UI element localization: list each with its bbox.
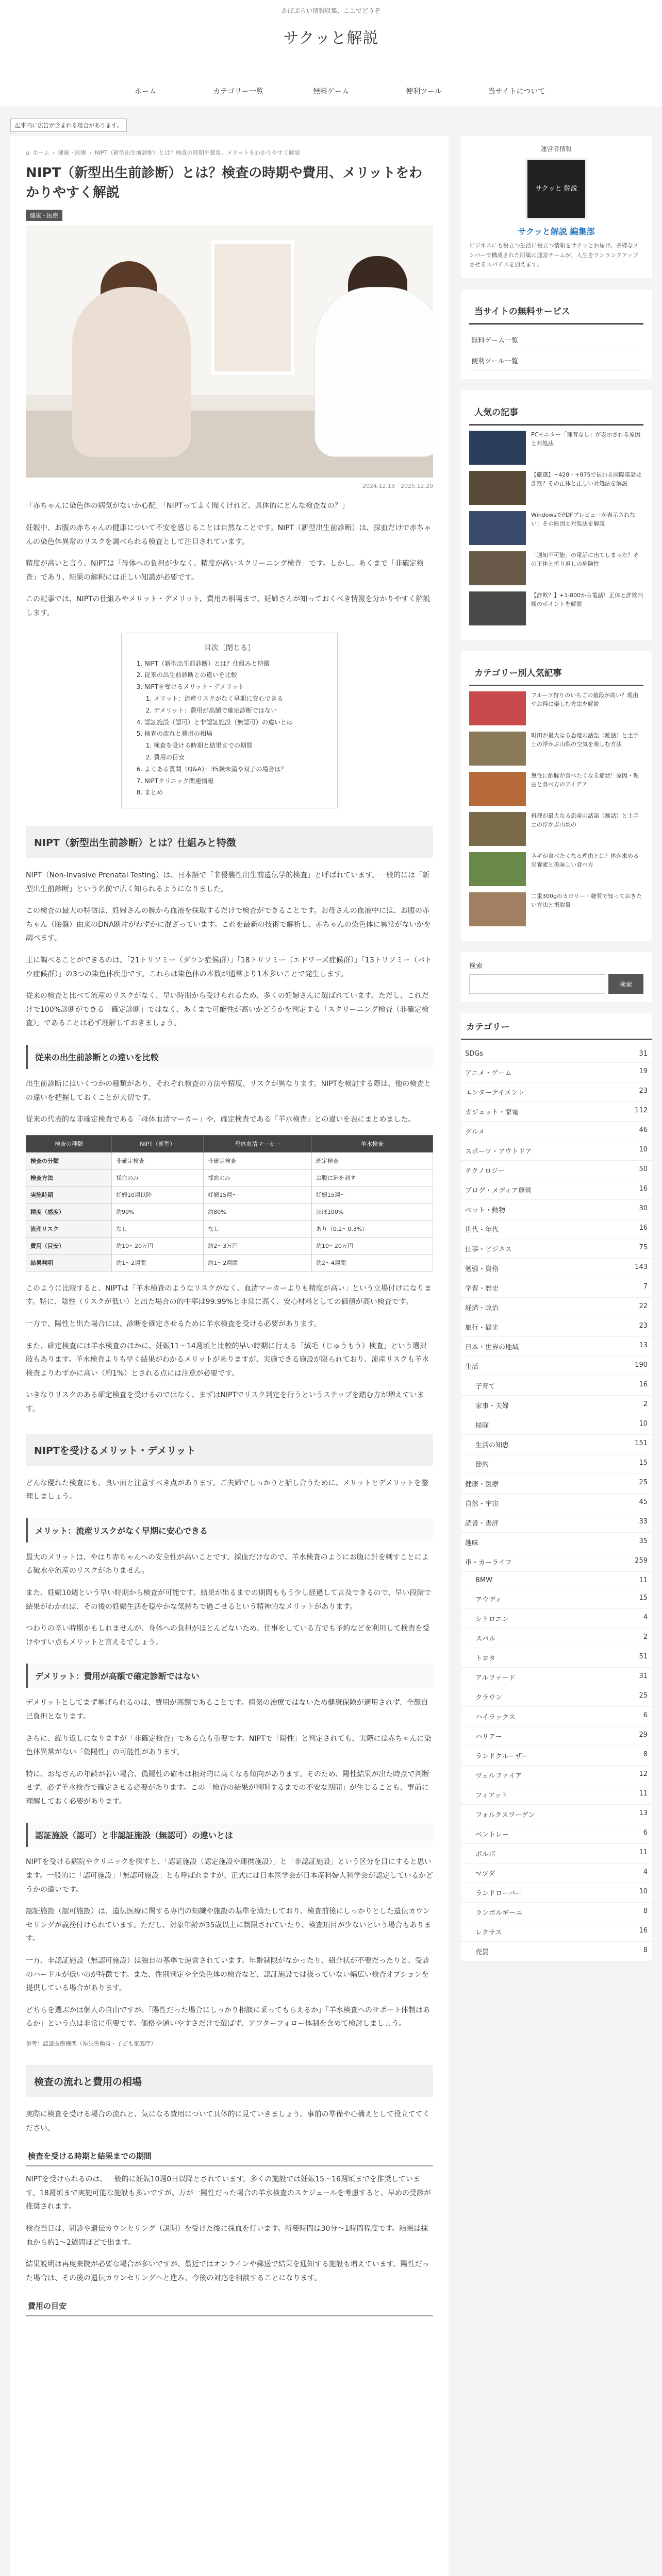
category-item[interactable]: 仕事・ビジネス 75 — [461, 1239, 652, 1259]
breadcrumb-current: NIPT（新型出生前診断）とは？検査の時期や費用、メリットをわかりやすく解説 — [94, 149, 301, 156]
nav-tools[interactable]: 便利ツール — [406, 88, 442, 96]
category-item[interactable]: スバル 2 — [461, 1629, 652, 1648]
table-row: 結果判明 約1〜2週間 約1〜2週間 約2〜4週間 — [26, 1254, 433, 1271]
body-paragraph: いきなりリスクのある確定検査を受けるのではなく、まずはNIPTでリスク判定を行うというステップを踏む方が増えています。 — [26, 1391, 424, 1413]
popular-item[interactable]: フルーツ狩りのいちごの値段が高い？理由やお得に楽しむ方法を解説 — [469, 691, 643, 725]
category-widget — [461, 1013, 652, 1961]
toc-item[interactable]: 5. 検査の流れと費用の相場 1. 検査を受ける時期と結果までの期間 2. 費用の目安 — [144, 728, 324, 763]
site-title[interactable]: サクッと解説 — [283, 29, 379, 47]
table-row: 検査方法 採血のみ 採血のみ お腹に針を刺す — [26, 1169, 433, 1186]
hero-image — [26, 225, 433, 478]
category-item[interactable]: フィアット 11 — [461, 1785, 652, 1805]
body-paragraph: また、確定検査には羊水検査のほかに、妊娠11〜14週頃と比較的早い時期に行える「絨毛（じゅうもう）検査」という選択肢もあります。羊水検査よりも早く結果がわかるメリットがありますが、実施できる施設が限られており、流産リスクも羊水検査よりわずかに高い（約1%）とされる点には注意が必要です。 — [26, 1342, 429, 1378]
intro-paragraph: 「赤ちゃんに染色体の病気がないか心配」「NIPTってよく聞くけれど、具体的にどんな検査なの？」 — [26, 502, 349, 511]
toc-item[interactable]: 2. デメリット：費用が高額で確定診断ではない — [154, 705, 324, 717]
toc-item[interactable]: 6. よくある質問（Q&A）：35歳未満や双子の場合は？ — [144, 764, 324, 775]
category-item[interactable]: レクサス 16 — [461, 1922, 652, 1942]
category-item[interactable]: クラウン 25 — [461, 1687, 652, 1707]
category-item[interactable]: 経済・政治 22 — [461, 1298, 652, 1317]
toc-item[interactable]: 1. メリット：流産リスクがなく早期に安心できる — [154, 693, 324, 705]
toc-item[interactable]: 2. 費用の目安 — [154, 752, 324, 764]
category-item[interactable]: ブログ・メディア運営 16 — [461, 1180, 652, 1200]
article-title: NIPT（新型出生前診断）とは？検査の時期や費用、メリットをわかりやすく解説 — [26, 165, 423, 200]
section-heading: 検査の流れと費用の相場 — [26, 2065, 433, 2097]
nav-home[interactable]: ホーム — [135, 88, 156, 96]
widget-heading: カテゴリー別人気記事 — [469, 659, 643, 686]
nav-free-games[interactable]: 無料ゲーム — [313, 88, 349, 96]
breadcrumb-separator-icon: › — [52, 149, 55, 156]
toc-item[interactable]: 1. NIPT（新型出生前診断）とは？仕組みと特徴 — [144, 658, 324, 670]
category-item[interactable]: シトロエン 4 — [461, 1609, 652, 1629]
thumbnail — [469, 892, 526, 926]
toc-item[interactable]: 8. まとめ — [144, 787, 324, 799]
subsection-heading: 認証施設（認可）と非認証施設（無認可）の違いとは — [26, 1823, 433, 1847]
breadcrumb — [26, 148, 433, 157]
category-item[interactable]: 売買 8 — [461, 1942, 652, 1961]
global-nav — [0, 76, 662, 107]
table-row: 費用（目安） 約10〜20万円 約2〜3万円 約10〜20万円 — [26, 1237, 433, 1254]
category-item[interactable]: グルメ 46 — [461, 1122, 652, 1141]
body-paragraph: デメリットとしてまず挙げられるのは、費用が高額であることです。病気の治療ではないため健康保険が適用されず、全額自己負担となります。 — [26, 1699, 428, 1721]
category-item[interactable]: ランボルギーニ 8 — [461, 1903, 652, 1922]
subsection-heading: メリット：流産リスクがなく早期に安心できる — [26, 1518, 433, 1543]
article-main — [10, 136, 449, 2576]
body-paragraph: また、妊娠10週という早い時期から検査が可能です。結果が出るまでの期間ももう少し経過して言及できるので、早い段階で結果がわかれば、その後の妊娠生活を穏やかな気持ちで過ごせるという精神的なメリットがあります。 — [26, 1588, 432, 1611]
category-item[interactable]: アウディ 15 — [461, 1589, 652, 1609]
category-item[interactable]: ランドローバー 10 — [461, 1883, 652, 1903]
category-item[interactable]: 読書・書評 33 — [461, 1513, 652, 1533]
category-badge[interactable]: 健康・医療 — [26, 210, 62, 221]
body-paragraph: つわりの辛い時期かもしれませんが、身体への負担がほとんどないため、仕事をしている方でも予約などを利用して検査を受けやすい点もメリットと言えるでしょう。 — [26, 1624, 430, 1647]
table-header: 検査の種類 — [26, 1135, 112, 1152]
profile-avatar: サクッと 解説 — [525, 158, 587, 220]
reference-link[interactable]: 参考：認証医療機関（厚生労働省・子ども家庭庁） — [26, 2040, 156, 2047]
profile-name[interactable]: サクッと解説 編集部 — [518, 227, 595, 236]
popular-item[interactable]: ネギが食べたくなる理由とは？体が求める栄養素と美味しい食べ方 — [469, 852, 643, 886]
body-paragraph: 最大のメリットは、やはり赤ちゃんへの安全性が高いことです。採血だけなので、羊水検査のようにお腹に針を刺すことによる破水や流産のリスクがありません。 — [26, 1553, 429, 1575]
category-item[interactable]: フォルクスワーゲン 13 — [461, 1805, 652, 1824]
body-paragraph: 結果説明は再度来院が必要な場合が多いですが、最近ではオンラインや郵送で結果を通知する施設も増えています。陽性だった場合は、その後の遺伝カウンセリングへと進み、今後の対応を相談することになります。 — [26, 2260, 429, 2282]
toc-item[interactable]: 4. 認証施設（認可）と非認証施設（無認可）の違いとは — [144, 717, 324, 728]
body-paragraph: 従来の代表的な非確定検査である「母体血清マーカー」や、確定検査である「羊水検査」との違いを表にまとめました。 — [26, 1115, 416, 1124]
category-item[interactable]: トヨタ 51 — [461, 1648, 652, 1668]
category-item[interactable]: BMW 11 — [461, 1572, 652, 1589]
body-paragraph: 出生前診断にはいくつかの種類があり、それぞれ検査の方法や精度、リスクが異なります。NIPTを検討する際は、他の検査との違いを把握しておくことが大切です。 — [26, 1080, 432, 1102]
search-label: 検索 — [469, 962, 483, 971]
intro-paragraph: この記事では、NIPTの仕組みやメリット・デメリット、費用の相場まで、妊婦さんが知っておくべき情報を分かりやすく解説します。 — [26, 595, 431, 617]
thumbnail — [469, 852, 526, 886]
search-widget — [461, 952, 652, 1002]
ad-notice: 記事内に広告が含まれる場合があります。 — [10, 118, 127, 132]
widget-heading: 人気の記事 — [469, 399, 643, 426]
table-row: 精度（感度） 約99% 約80% ほぼ100% — [26, 1203, 433, 1220]
toc-item[interactable]: 1. 検査を受ける時期と結果までの期間 — [154, 740, 324, 752]
body-paragraph: NIPT（Non-Invasive Prenatal Testing）は、日本語で「非侵襲性出生前遺伝学的検査」と呼ばれています。一般的には「新型出生前診断」という名前で広く知られるようになりました。 — [26, 871, 430, 893]
body-paragraph: 認証施設（認可施設）は、遺伝医療に関する専門の知識や施設の基準を満たしており、検査前後にしっかりとした遺伝カウンセリングが義務付けられています。ただし、対象年齢が35歳以上に制限されていたり、検査項目が少ないという場合もあります。 — [26, 1907, 432, 1943]
body-paragraph: NIPTを受ける病院やクリニックを探すと、「認証施設（認定施設や連携施設）」と「非認証施設」という区分を目にすると思います。一般的に「認可施設」「無認可施設」とも呼ばれますが、正式には日本医学会が日本産科婦人科学会が認定しているかどうかの違いです。 — [26, 1858, 433, 1894]
category-item[interactable]: 子育て 16 — [461, 1376, 652, 1396]
breadcrumb-home[interactable]: ホーム — [32, 149, 49, 156]
toc-title[interactable]: 目次［閉じる］ — [204, 643, 255, 652]
popular-widget — [461, 391, 652, 640]
subsection-heading: 従来の出生前診断との違いを比較 — [26, 1045, 433, 1069]
category-item[interactable]: アルファード 31 — [461, 1668, 652, 1687]
post-dates: 2024.12.13 2025.12.20 — [362, 483, 433, 490]
search-button[interactable]: 検索 — [608, 974, 643, 994]
body-paragraph: さらに、繰り返しになりますが「非確定検査」である点も重要です。NIPTで「陽性」と判定されても、実際には赤ちゃんに染色体異常がない「偽陽性」の可能性があります。 — [26, 1734, 432, 1757]
category-item[interactable]: 旅行・観光 23 — [461, 1317, 652, 1337]
category-item[interactable]: 世代・年代 16 — [461, 1219, 652, 1239]
body-paragraph: 検査当日は、問診や遺伝カウンセリング（説明）を受けた後に採血を行います。所要時間は30分〜1時間程度です。結果は採血から約1〜2週間ほどで出ます。 — [26, 2224, 428, 2247]
popular-item[interactable]: 【厳選】+428・+875で伝わる国際電話は詐欺？その正体と正しい対処法を解説 — [469, 471, 643, 505]
tools-link[interactable]: 便利ツール一覧 — [469, 350, 643, 371]
subsection-heading: 検査を受ける時期と結果までの期間 — [26, 2146, 433, 2166]
sidebar — [461, 136, 652, 1973]
table-header: 母体血清マーカー — [204, 1135, 312, 1152]
intro-paragraph: 精度が高いと言う、NIPTは「母体への負担が少なく、精度が高いスクリーニング検査」です。しかし、あくまで「非確定検査」であり、結果の解釈には正しい知識が必要です。 — [26, 560, 424, 582]
category-item[interactable]: 勉強・資格 143 — [461, 1259, 652, 1278]
body-paragraph: 従来の検査と比べて流産のリスクがなく、早い時期から受けられるため、多くの妊婦さんに選ばれています。ただし、これだけで100%診断ができる「確定診断」ではなく、あくまで可能性が高いかどうかを判定する「スクリーニング検査（非確定検査）」であることは必ず理解しておきましょう。 — [26, 992, 429, 1028]
category-item[interactable]: ベントレー 6 — [461, 1824, 652, 1844]
thumbnail — [469, 431, 526, 465]
intro-paragraph: 妊娠中、お腹の赤ちゃんの健康について不安を感じることは自然なことです。NIPT（新型出生前診断）は、採血だけで赤ちゃんの染色体異常のリスクを調べられる検査として注目されています。 — [26, 523, 432, 546]
free-games-link[interactable]: 無料ゲーム一覧 — [469, 330, 643, 350]
search-input[interactable] — [469, 974, 605, 994]
body-paragraph: 一方、非認証施設（無認可施設）は独自の基準で運営されています。年齢制限がなかったり、紹介状が不要だったりと、受診のハードルが低いのが特徴です。また、性別判定や全染色体の検査など、認証施設では扱っていない幅広い検査オプションを提供している場合があります。 — [26, 1957, 429, 1993]
thumbnail — [469, 772, 526, 806]
toc-item[interactable]: 2. 従来の出生前診断との違いを比較 — [144, 669, 324, 681]
thumbnail — [469, 551, 526, 585]
category-item[interactable]: アニメ・ゲーム 19 — [461, 1063, 652, 1082]
popular-item[interactable]: 【詐欺？】+1-800から電話！正体と詐欺判断のポイントを解説 — [469, 591, 643, 625]
category-item[interactable]: ガジェット・家電 112 — [461, 1102, 652, 1122]
category-item[interactable]: ヴェルファイア 12 — [461, 1766, 652, 1785]
profile-description: ビジネスにも役立つ生活に役立つ情報をサクッとお届け。多様なメンバーで構成された所属の運営チームが、人生をワンランクアップさせるスパイスを加えます。 — [469, 242, 639, 268]
popular-item[interactable]: 「通知不可能」の電話に出てしまった？その正体と折り返しの危険性 — [469, 551, 643, 585]
popular-item[interactable]: 無性に酢豚が食べたくなる症状！原因・理由と食べ方のアイデア — [469, 772, 643, 806]
popular-item[interactable]: 料理が最大なる恐竜の話語（雑話）と土手土の浮かぶ山梨の — [469, 812, 643, 846]
subsection-heading: 費用の目安 — [26, 2296, 433, 2316]
body-paragraph: このように比較すると、NIPTは「羊水検査のようなリスクがなく、血清マーカーよりも精度が高い」という立場付けになります。特に、陰性（リスクが低い）と出た場合の的中率は99.99%と非常に高く、安心材料としての価値が高い検査です。 — [26, 1284, 432, 1307]
section-heading: NIPT（新型出生前診断）とは？仕組みと特徴 — [26, 826, 433, 858]
section-heading: NIPTを受けるメリット・デメリット — [26, 1434, 433, 1466]
category-item[interactable]: ハリアー 29 — [461, 1726, 652, 1746]
category-item[interactable]: エンターテイメント 23 — [461, 1082, 652, 1102]
category-item[interactable]: 家事・夫婦 2 — [461, 1396, 652, 1415]
comparison-table — [26, 1135, 433, 1272]
thumbnail — [469, 812, 526, 846]
category-item[interactable]: 趣味 35 — [461, 1533, 652, 1552]
thumbnail — [469, 732, 526, 766]
breadcrumb-separator-icon: › — [89, 149, 92, 156]
subsection-heading: デメリット：費用が高額で確定診断ではない — [26, 1664, 433, 1688]
category-item[interactable]: 車・カーライフ 259 — [461, 1552, 652, 1572]
body-paragraph: NIPTを受けられるのは、一般的に妊娠10週0日以降とされています。多くの施設では妊娠15〜16週頃までを推奨しています。18週頃まで実施可能な施設も多いですが、万が一陽性だった場合の羊水検査のスケジュールを考慮すると、早めの受診が推奨されます。 — [26, 2175, 431, 2211]
table-row: 実施時期 妊娠10週以降 妊娠15週〜 妊娠15週〜 — [26, 1186, 433, 1203]
category-item[interactable]: 学習・歴史 7 — [461, 1278, 652, 1298]
body-paragraph: どんな優れた検査にも、良い面と注意すべき点があります。ご夫婦でしっかりと話し合うために、メリットとデメリットを整理しましょう。 — [26, 1479, 428, 1501]
category-list — [461, 1045, 652, 1961]
category-item[interactable]: ボルボ 11 — [461, 1844, 652, 1863]
widget-heading: カテゴリー — [461, 1013, 652, 1040]
body-paragraph: この検査の最大の特徴は、妊婦さんの腕から血液を採取するだけで検査ができることです。お母さんの血液中には、お腹の赤ちゃん（胎盤）由来のDNA断片がわずかに混ざっています。これを最新の技術で解析し、赤ちゃんの染色体に異常がないかを調べます。 — [26, 907, 431, 943]
body-paragraph: 実際に検査を受ける場合の流れと、気になる費用について具体的に見ていきましょう。事前の準備や心構えとして役立ててください。 — [26, 2110, 430, 2132]
category-item[interactable]: 健康・医療 25 — [461, 1474, 652, 1494]
body-paragraph: 主に調べることができるのは、「21トリソミー（ダウン症候群）」「18トリソミー（エドワーズ症候群）」「13トリソミー（パトウ症候群）」の3つの染色体疾患です。これらは染色体の本数が通常より1本多いことで発生します。 — [26, 956, 432, 978]
free-service-widget — [461, 290, 652, 379]
category-item[interactable]: 生活の知恵 151 — [461, 1435, 652, 1454]
table-header: NIPT（新型） — [112, 1135, 204, 1152]
popular-item[interactable]: 町田が最大なる恐竜の話語（雑話）と土手土の浮かぶ山梨の空気を楽しむ方法 — [469, 732, 643, 766]
profile-card — [461, 136, 652, 278]
home-icon: ⌂ — [26, 149, 29, 156]
toc-item[interactable]: 7. NIPTクリニック関連情報 — [144, 775, 324, 787]
body-paragraph: 一方で、陽性と出た場合には、診断を確定させるために羊水検査を受ける必要があります。 — [26, 1320, 321, 1328]
widget-heading: 当サイトの無料サービス — [469, 298, 643, 325]
category-item[interactable]: ペット・動物 30 — [461, 1200, 652, 1219]
category-item[interactable]: 節約 15 — [461, 1454, 652, 1474]
thumbnail — [469, 691, 526, 725]
nav-about[interactable]: 当サイトについて — [488, 88, 545, 96]
thumbnail — [469, 471, 526, 505]
category-item[interactable]: テクノロジー 50 — [461, 1161, 652, 1180]
popular-item[interactable]: WindowsでPDFプレビューが表示されない！その原因と対処法を解説 — [469, 511, 643, 545]
category-item[interactable]: SDGs 31 — [461, 1045, 652, 1063]
category-item[interactable]: ランドクルーザー 8 — [461, 1746, 652, 1766]
category-item[interactable]: ハイラックス 6 — [461, 1707, 652, 1726]
table-of-contents — [121, 633, 338, 809]
category-item[interactable]: マツダ 4 — [461, 1863, 652, 1883]
thumbnail — [469, 511, 526, 545]
category-item[interactable]: 掃除 10 — [461, 1415, 652, 1435]
category-popular-widget — [461, 651, 652, 941]
table-row: 検査の分類 非確定検査 非確定検査 確定検査 — [26, 1152, 433, 1169]
toc-item[interactable]: 3. NIPTを受けるメリット・デメリット 1. メリット：流産リスクがなく早期に安心できる 2. デメリット：費用が高額で確定診断ではない — [144, 681, 324, 716]
body-paragraph: どちらを選ぶかは個人の自由ですが、「陽性だった場合にしっかり相談に乗ってもらえるか」「羊水検査へのサポート体制はあるか」という点は非常に重要です。価格や通いやすさだけで選ばず、アフターフォロー体制を含めて検討しましょう。 — [26, 2006, 430, 2028]
table-row: 流産リスク なし なし あり（0.2〜0.3%） — [26, 1220, 433, 1237]
category-item[interactable]: 生活 190 — [461, 1357, 652, 1376]
site-header — [0, 0, 662, 76]
nav-categories[interactable]: カテゴリー一覧 — [213, 88, 263, 96]
popular-item[interactable]: PCモニター「理有なし」が表示される原因と対処法 — [469, 431, 643, 465]
profile-label: 運営者情報 — [540, 145, 572, 152]
category-item[interactable]: 日本・世界の地域 13 — [461, 1337, 652, 1357]
category-item[interactable]: スポーツ・アウトドア 10 — [461, 1141, 652, 1161]
popular-item[interactable]: 二重300gのカロリー・糖質で知っておきたい方法と摂取量 — [469, 892, 643, 926]
category-item[interactable]: 自然・宇宙 45 — [461, 1494, 652, 1513]
body-paragraph: 特に、お母さんの年齢が若い場合、偽陽性の確率は相対的に高くなる傾向があります。そのため、陽性結果が出た時点で判断せず、必ず羊水検査で確定させる必要があります。この「検査の結果が判明するまでの不安な期間」が生じることも、事前に理解しておく必要があります。 — [26, 1770, 429, 1806]
thumbnail — [469, 591, 526, 625]
site-tagline: かぼぷらい情報収集、ここでどうぞ — [281, 7, 380, 14]
breadcrumb-category[interactable]: 健康・医療 — [58, 149, 87, 156]
table-header: 羊水検査 — [311, 1135, 433, 1152]
